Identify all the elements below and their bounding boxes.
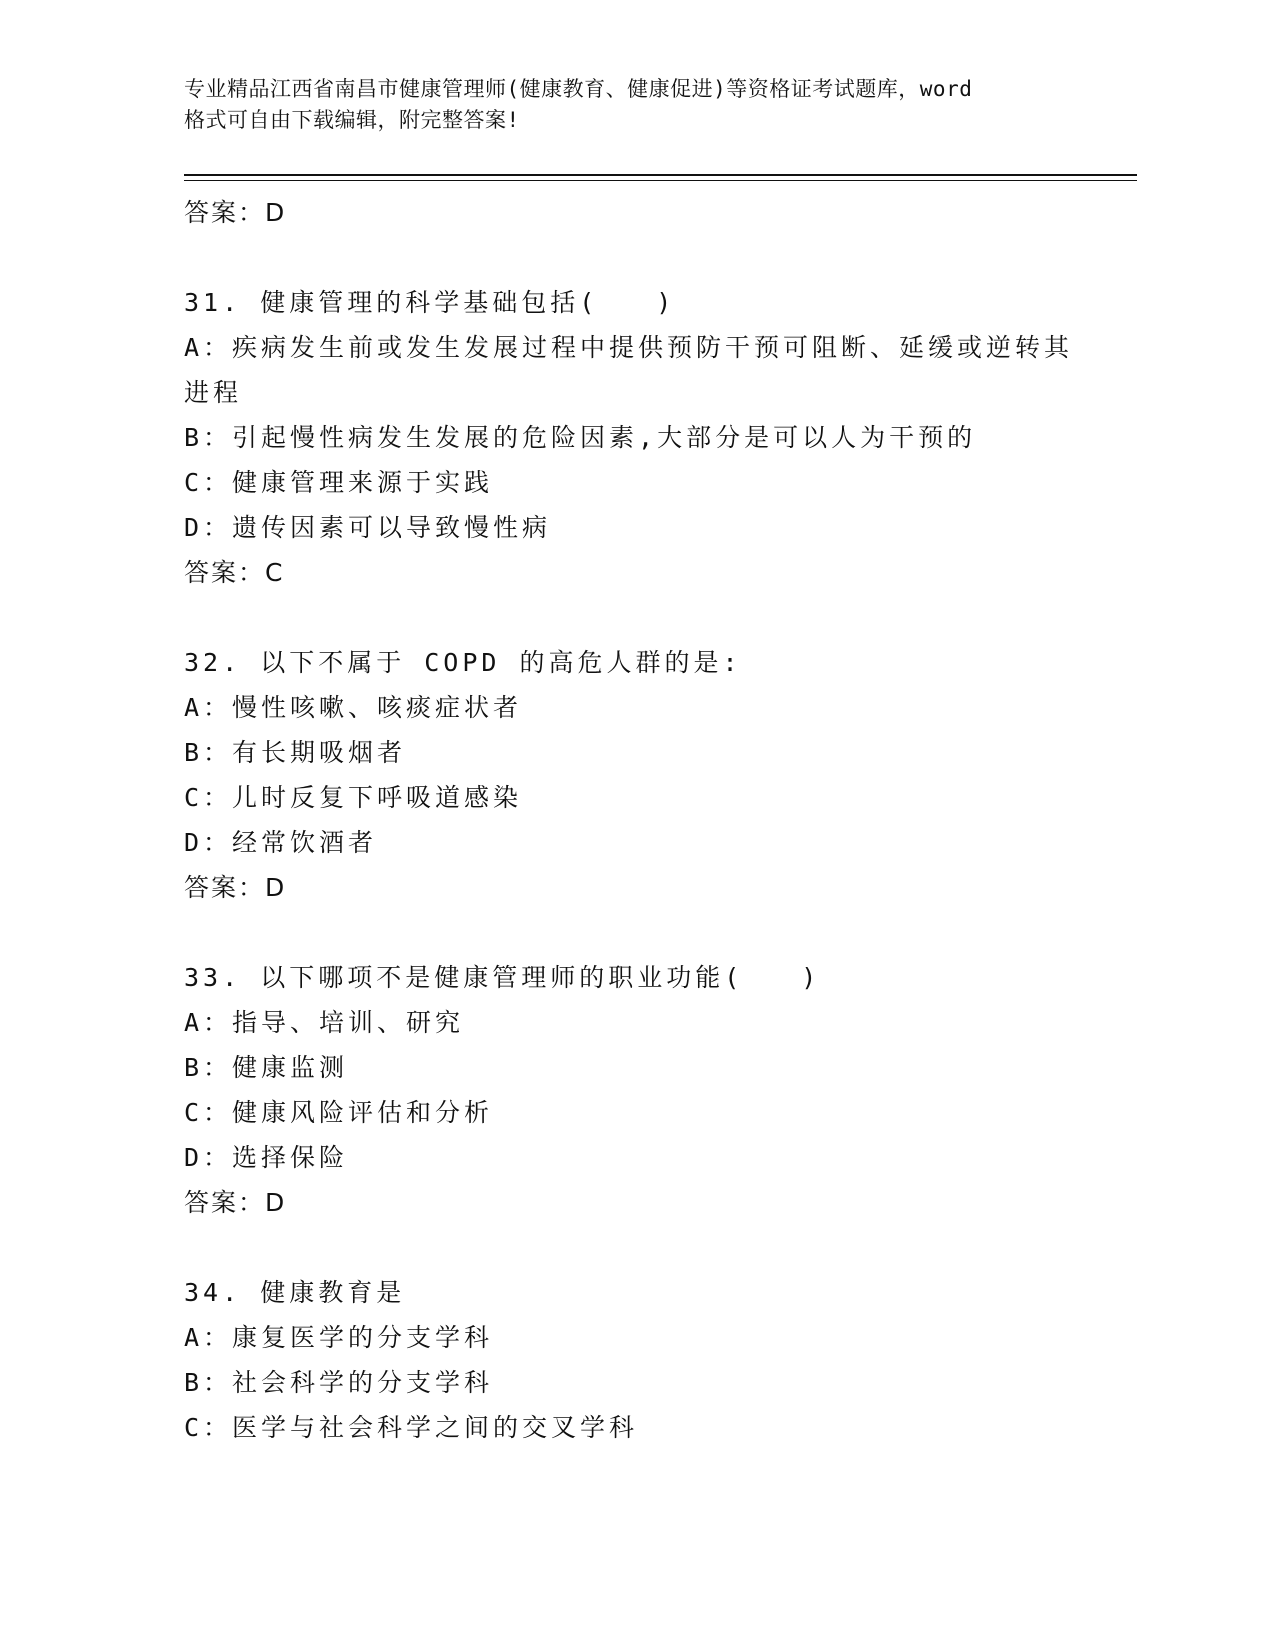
option-d: D：选择保险 — [184, 1143, 349, 1172]
question-title: 33. 以下哪项不是健康管理师的职业功能( ) — [184, 963, 821, 992]
option-c: C：医学与社会科学之间的交叉学科 — [184, 1413, 639, 1442]
question-list — [184, 190, 1084, 1450]
option-b: B：健康监测 — [184, 1053, 349, 1082]
option-a: A：康复医学的分支学科 — [184, 1323, 494, 1352]
option-c: C：儿时反复下呼吸道感染 — [184, 783, 523, 812]
header-line-1: 专业精品江西省南昌市健康管理师(健康教育、健康促进)等资格证考试题库，word — [184, 77, 973, 101]
question-block — [184, 1270, 1084, 1450]
question-title: 31. 健康管理的科学基础包括( ) — [184, 288, 676, 317]
option-a: A：指导、培训、研究 — [184, 1008, 465, 1037]
option-d: D：遗传因素可以导致慢性病 — [184, 513, 552, 542]
option-a: A：疾病发生前或发生发展过程中提供预防干预可阻断、延缓或逆转其 — [184, 333, 1074, 362]
option-b: B：引起慢性病发生发展的危险因素,大部分是可以人为干预的 — [184, 423, 977, 452]
option-a: A：慢性咳嗽、咳痰症状者 — [184, 693, 523, 722]
option-b: B：有长期吸烟者 — [184, 738, 407, 767]
option-a-continued: 进程 — [184, 378, 243, 407]
header-rule-thick — [184, 174, 1137, 176]
question-title: 32. 以下不属于 COPD 的高危人群的是: — [184, 648, 742, 677]
answer-line: 答案：D — [184, 198, 287, 227]
header-line-2: 格式可自由下载编辑，附完整答案! — [184, 108, 520, 132]
header-rule-thin — [184, 180, 1137, 181]
question-title: 34. 健康教育是 — [184, 1278, 406, 1307]
option-c: C：健康管理来源于实践 — [184, 468, 494, 497]
page-header — [184, 74, 1084, 136]
option-d: D：经常饮酒者 — [184, 828, 378, 857]
question-block — [184, 955, 1084, 1225]
answer-line: 答案：D — [184, 1188, 287, 1217]
option-c: C：健康风险评估和分析 — [184, 1098, 494, 1127]
question-block — [184, 280, 1084, 595]
option-b: B：社会科学的分支学科 — [184, 1368, 494, 1397]
answer-line: 答案：D — [184, 873, 287, 902]
question-block — [184, 640, 1084, 910]
answer-line: 答案：C — [184, 558, 285, 587]
